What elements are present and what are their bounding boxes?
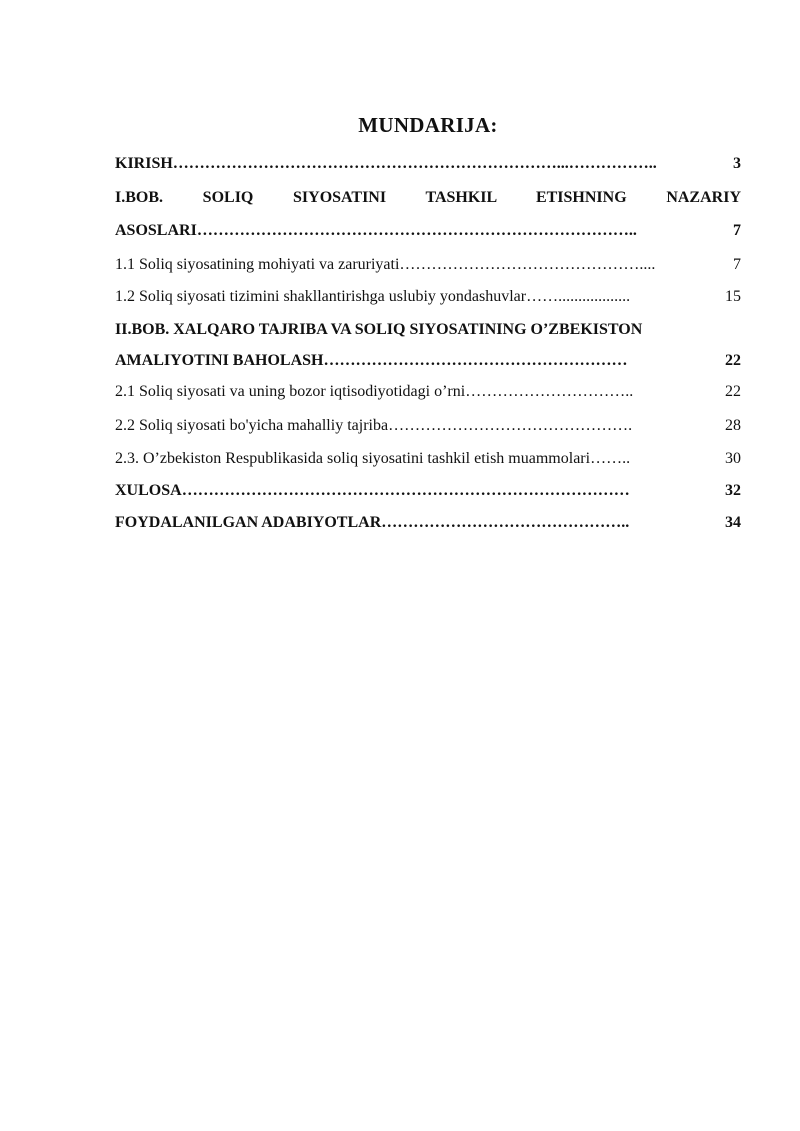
toc-entry-label: FOYDALANILGAN ADABIYOTLAR <box>115 514 382 531</box>
toc-entry-page: 7 <box>733 256 741 273</box>
toc-entry-chapter-1-line-2 <box>115 221 741 241</box>
toc-entry-page: 30 <box>725 450 741 467</box>
toc-entry-label: 2.2 Soliq siyosati bo'yicha mahalliy tajriba <box>115 417 389 434</box>
toc-entry-xulosa <box>115 481 741 501</box>
toc-entry-page: 15 <box>725 288 741 305</box>
toc-entry-page: 3 <box>733 155 741 172</box>
toc-leader-dots: ………………………………………. <box>388 417 633 434</box>
toc-title: MUNDARIJA: <box>358 113 498 137</box>
toc-entry-page: 32 <box>725 482 741 499</box>
toc-leader-dots: ………………………….. <box>465 383 634 400</box>
toc-entry-2-2 <box>115 416 741 436</box>
toc-entry-label: 2.1 Soliq siyosati va uning bozor iqtisodiyotidagi o’rni <box>115 383 466 400</box>
toc-leader-dots: …….. <box>590 450 631 467</box>
toc-entry-adabiyotlar <box>115 513 741 533</box>
toc-entry-1-2 <box>115 287 741 307</box>
toc-entry-label: 1.2 Soliq siyosati tizimini shakllantirishga uslubiy yondashuvlar <box>115 288 527 305</box>
toc-entry-label: 2.3. O’zbekiston Respublikasida soliq siyosatini tashkil etish muammolari <box>115 450 591 467</box>
toc-entry-label: 1.1 Soliq siyosatining mohiyati va zaruriyati <box>115 256 400 273</box>
toc-entry-label: AMALIYOTINI BAHOLASH <box>115 352 324 369</box>
toc-entry-kirish <box>115 154 741 174</box>
toc-entry-label: ASOSLARI <box>115 222 197 239</box>
toc-leader-dots: ………………………………………………………………...…………….. <box>172 155 657 172</box>
toc-entry-2-1 <box>115 382 741 402</box>
toc-entry-1-1 <box>115 255 741 275</box>
toc-leader-dots: ……………………………………….. <box>381 514 630 531</box>
toc-entry-page: 7 <box>733 222 741 239</box>
toc-entry-label: XULOSA <box>115 482 182 499</box>
toc-entry-chapter-2-line-2 <box>115 351 741 371</box>
toc-entry-page: 28 <box>725 417 741 434</box>
toc-entry-page: 22 <box>725 383 741 400</box>
toc-entry-label: I.BOB. SOLIQ SIYOSATINI TASHKIL ETISHNING NAZARIY <box>115 189 741 206</box>
toc-entry-chapter-1-line-1 <box>115 188 741 208</box>
toc-entry-label: II.BOB. XALQARO TAJRIBA VA SOLIQ SIYOSATINING O’ZBEKISTON <box>115 321 643 338</box>
toc-entry-label: KIRISH <box>115 155 173 172</box>
toc-leader-dots: ……………………………………………………………………….. <box>196 222 637 239</box>
toc-entry-2-3 <box>115 449 741 469</box>
toc-entry-page: 22 <box>725 352 741 369</box>
toc-leader-dots: ……………………………………….... <box>399 256 656 273</box>
toc-leader-dots: …….................. <box>526 288 631 305</box>
toc-leader-dots: ………………………………………………………………………… <box>181 482 630 499</box>
toc-entry-chapter-2-line-1 <box>115 320 741 340</box>
toc-leader-dots: ………………………………………………… <box>323 352 628 369</box>
toc-entry-page: 34 <box>725 514 741 531</box>
